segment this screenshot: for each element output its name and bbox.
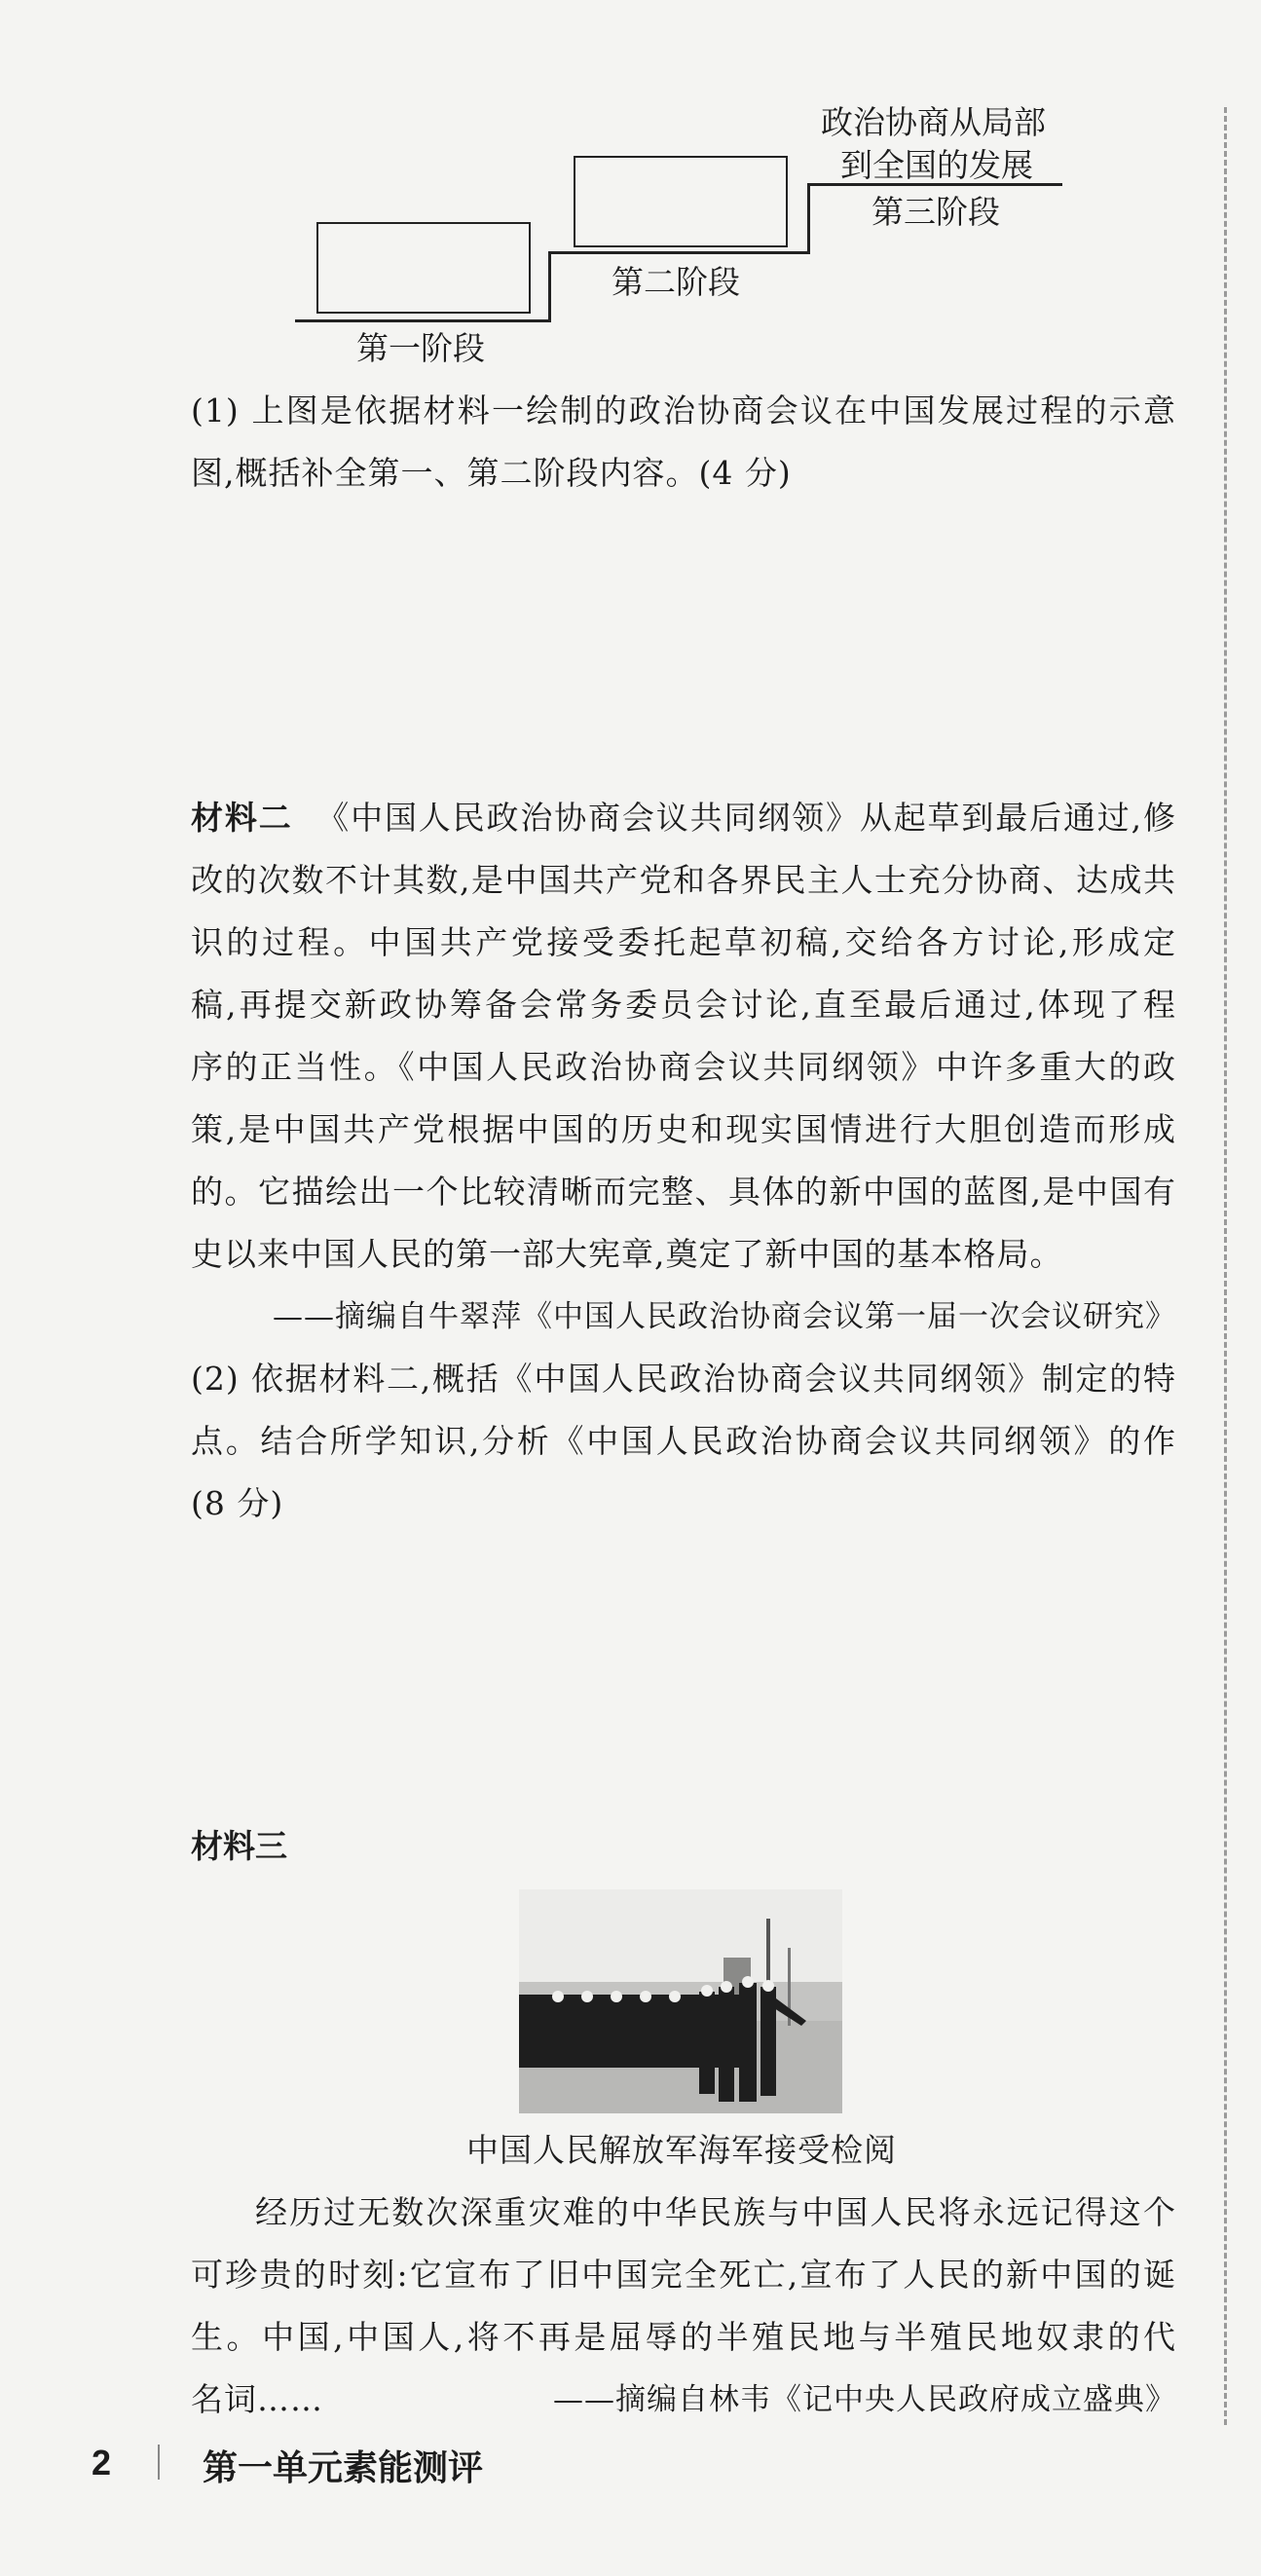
photo-caption: 中国人民解放军海军接受检阅 xyxy=(466,2131,897,2169)
stage2-blank-box xyxy=(574,156,788,247)
question-2-line: (2) 依据材料二,概括《中国人民政治协商会议共同纲领》制定的特 xyxy=(191,1360,1176,1398)
binding-margin-dashed-line xyxy=(1224,107,1227,2425)
material-2-line: 序的正当性。《中国人民政治协商会议共同纲领》中许多重大的政 xyxy=(191,1048,1176,1086)
material-3-line: 名词…… xyxy=(191,2380,323,2418)
stage2-label: 第二阶段 xyxy=(612,263,740,301)
material-2-line: 的。它描绘出一个比较清晰而完整、具体的新中国的蓝图,是中国有 xyxy=(191,1173,1176,1211)
question-1-line: (1) 上图是依据材料一绘制的政治协商会议在中国发展过程的示意 xyxy=(191,392,1176,429)
material-3-line: 生。中国,中国人,将不再是屈辱的半殖民地与半殖民地奴隶的代 xyxy=(191,2318,1176,2356)
material-3-heading: 材料三 xyxy=(191,1828,287,1864)
step-line-2 xyxy=(548,251,809,254)
material-3-source: ——摘编自林韦《记中央人民政府成立盛典》 xyxy=(553,2382,1176,2417)
material-2-line: 改的次数不计其数,是中国共产党和各界民主人士充分协商、达成共 xyxy=(191,861,1176,899)
step-riser-2 xyxy=(807,183,810,254)
unit-title: 第一单元素能测评 xyxy=(203,2447,484,2487)
material-2-line: 识的过程。中国共产党接受委托起草初稿,交给各方讨论,形成定 xyxy=(191,923,1176,961)
question-2-line: (8 分) xyxy=(191,1484,284,1522)
stage3-description-line2: 到全国的发展 xyxy=(840,146,1033,184)
navy-review-photo xyxy=(519,1889,842,2113)
navy-review-photo-drawing xyxy=(519,1889,842,2113)
material-2-line: 《中国人民政治协商会议共同纲领》从起草到最后通过,修 xyxy=(316,799,1176,837)
page-number: 2 xyxy=(92,2443,112,2483)
material-2-line: 史以来中国人民的第一部大宪章,奠定了新中国的基本格局。 xyxy=(191,1235,1063,1273)
question-2 xyxy=(191,1348,1176,1535)
step-riser-1 xyxy=(548,251,551,322)
stage1-blank-box xyxy=(316,222,531,314)
question-1 xyxy=(191,380,1176,504)
footer-separator xyxy=(158,2445,160,2480)
material-2-source: ——摘编自牛翠萍《中国人民政治协商会议第一届一次会议研究》 xyxy=(273,1299,1176,1334)
question-2-line: 点。结合所学知识,分析《中国人民政治协商会议共同纲领》的作 xyxy=(191,1422,1176,1460)
material-2-line: 稿,再提交新政协筹备会常务委员会讨论,直至最后通过,体现了程 xyxy=(191,986,1176,1024)
material-3-line-text: 经历过无数次深重灾难的中华民族与中国人民将永远记得这个 xyxy=(255,2193,1176,2231)
material-3-last-line xyxy=(191,2369,1176,2431)
material-3-line: 可珍贵的时刻:它宣布了旧中国完全死亡,宣布了人民的新中国的诞 xyxy=(191,2256,1176,2294)
material-2-heading: 材料二 xyxy=(191,800,293,836)
material-2 xyxy=(191,787,1176,1348)
stage3-label: 第三阶段 xyxy=(872,193,1000,231)
material-2-line: 策,是中国共产党根据中国的历史和现实国情进行大胆创造而形成 xyxy=(191,1110,1176,1148)
stage1-label: 第一阶段 xyxy=(356,329,485,367)
question-1-line: 图,概括补全第一、第二阶段内容。(4 分) xyxy=(191,454,792,492)
stage3-description-line1: 政治协商从局部 xyxy=(821,103,1046,141)
step-line-1 xyxy=(295,319,550,322)
material-3-line xyxy=(191,2182,1176,2244)
material-2-first-line xyxy=(191,787,1176,849)
material-3 xyxy=(191,2182,1176,2431)
